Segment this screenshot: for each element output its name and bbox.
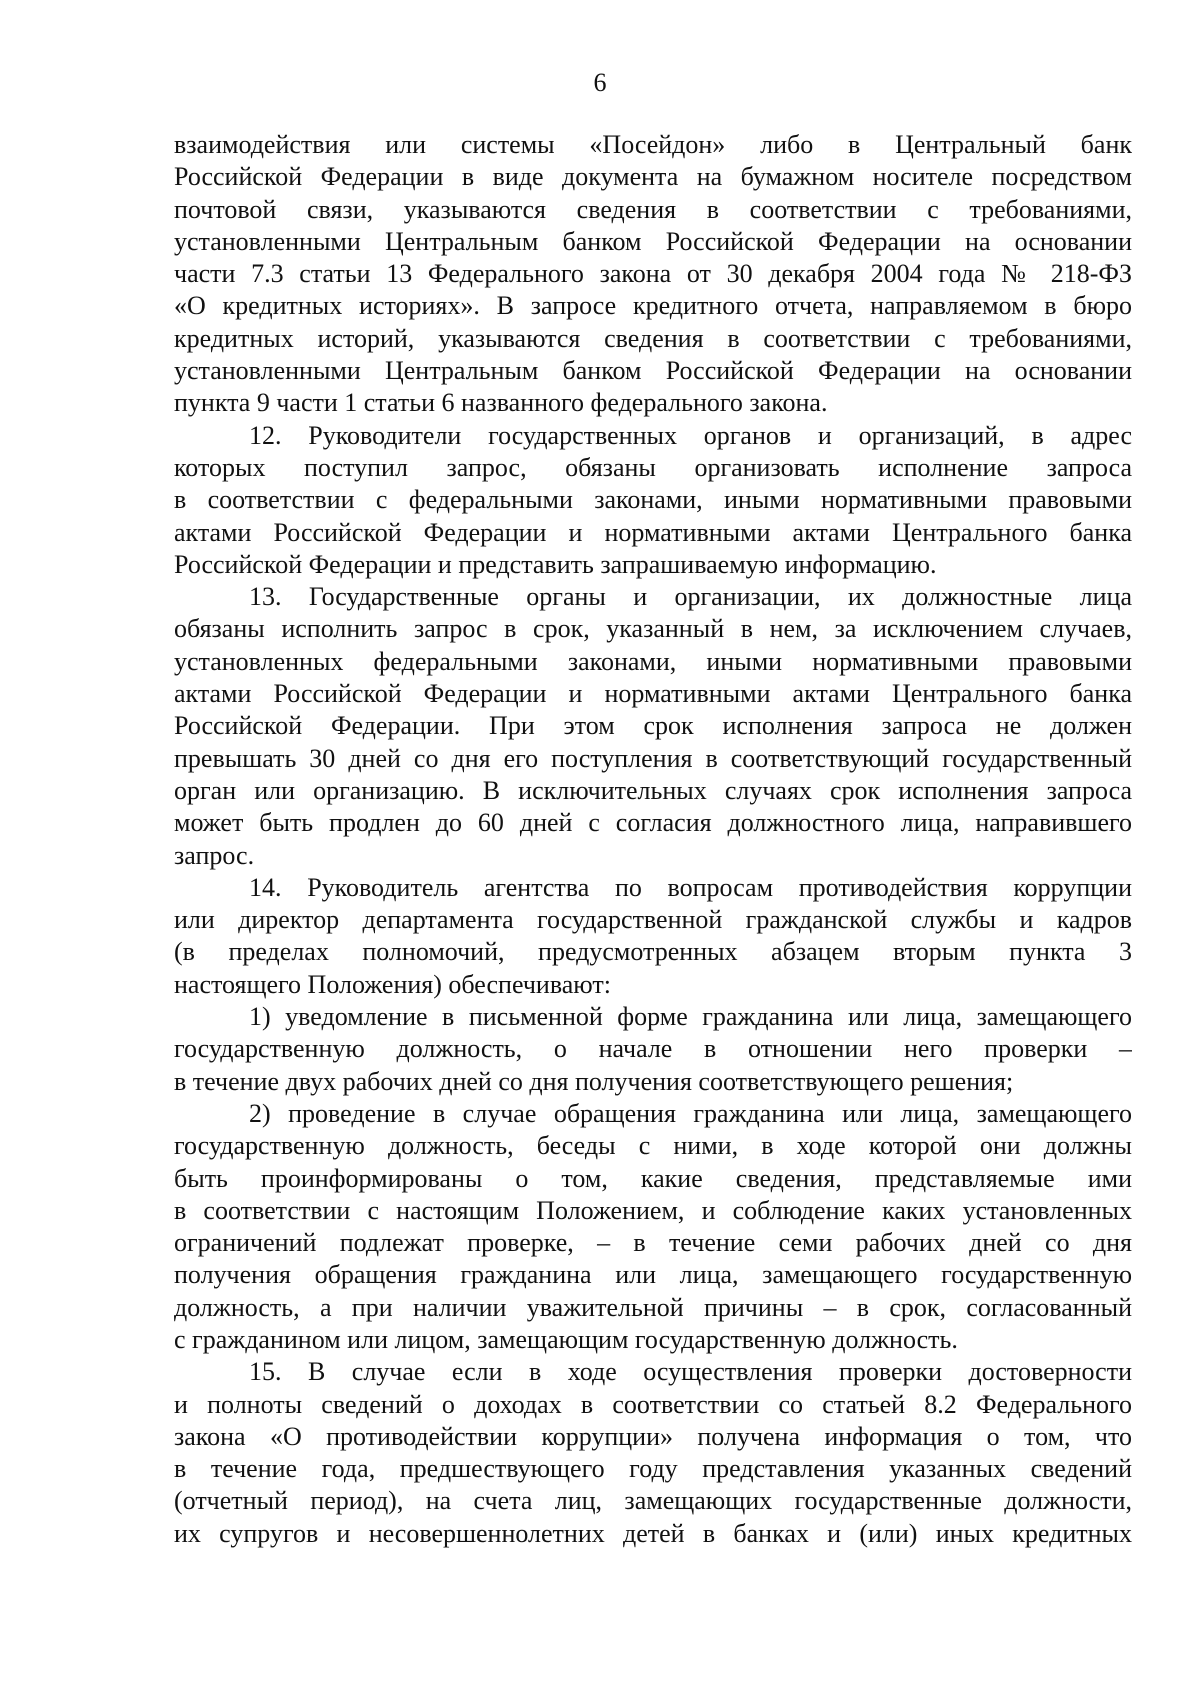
text-line: почтовой связи, указываются сведения в соответствии с требованиями, (174, 194, 1132, 224)
text-line: 1) уведомление в письменной форме гражданина или лица, замещающего (249, 1002, 1132, 1032)
text-line: в соответствии с настоящим Положением, и соблюдение каких установленных (174, 1195, 1132, 1225)
text-line: или директор департамента государственной гражданской службы и кадров (174, 905, 1132, 935)
text-line: 14. Руководитель агентства по вопросам противодействия коррупции (249, 872, 1132, 902)
paragraph (174, 1001, 1132, 1098)
text-line: установленными Центральным банком Российской Федерации на основании (174, 356, 1132, 386)
page-number: 6 (593, 68, 607, 97)
text-line: актами Российской Федерации и нормативными актами Центрального банка (174, 517, 1132, 547)
paragraph (174, 1356, 1132, 1550)
text-line: государственную должность, беседы с ними, в ходе которой они должны (174, 1131, 1132, 1161)
text-line: установленными Центральным банком Российской Федерации на основании (174, 226, 1132, 256)
text-line: закона «О противодействии коррупции» получена информация о том, что (174, 1421, 1132, 1451)
text-line: должность, а при наличии уважительной причины – в срок, согласованный (174, 1292, 1132, 1322)
text-line: «О кредитных историях». В запросе кредитного отчета, направляемом в бюро (174, 291, 1132, 321)
text-line: (в пределах полномочий, предусмотренных абзацем вторым пункта 3 (174, 937, 1132, 967)
text-line: ограничений подлежат проверке, – в течение семи рабочих дней со дня (174, 1228, 1132, 1258)
text-line: настоящего Положения) обеспечивают: (174, 969, 611, 999)
text-line: актами Российской Федерации и нормативными актами Центрального банка (174, 679, 1132, 709)
text-line: кредитных историй, указываются сведения в соответствии с требованиями, (174, 323, 1132, 353)
text-line: (отчетный период), на счета лиц, замещающих государственные должности, (174, 1486, 1132, 1516)
text-line: Российской Федерации и представить запрашиваемую информацию. (174, 549, 937, 579)
text-line: 12. Руководители государственных органов и организаций, в адрес (249, 420, 1132, 450)
text-line: в соответствии с федеральными законами, иными нормативными правовыми (174, 485, 1132, 515)
text-line: получения обращения гражданина или лица, замещающего государственную (174, 1260, 1132, 1290)
text-line: 2) проведение в случае обращения гражданина или лица, замещающего (249, 1098, 1132, 1128)
text-line: 15. В случае если в ходе осуществления проверки достоверности (249, 1357, 1132, 1387)
text-line: взаимодействия или системы «Посейдон» либо в Центральный банк (174, 130, 1132, 159)
text-line: превышать 30 дней со дня его поступления в соответствующий государственный (174, 743, 1132, 773)
text-line: и полноты сведений о доходах в соответствии со статьей 8.2 Федерального (174, 1389, 1132, 1419)
text-line: обязаны исполнить запрос в срок, указанный в нем, за исключением случаев, (174, 614, 1132, 644)
paragraph (174, 581, 1132, 872)
text-line: с гражданином или лицом, замещающим государственную должность. (174, 1324, 958, 1354)
text-line: установленных федеральными законами, иными нормативными правовыми (174, 646, 1132, 676)
text-line: в течение двух рабочих дней со дня получения соответствующего решения; (174, 1066, 1014, 1096)
text-line: может быть продлен до 60 дней с согласия должностного лица, направившего (174, 808, 1132, 838)
text-line: орган или организацию. В исключительных случаях срок исполнения запроса (174, 775, 1132, 805)
paragraph (174, 872, 1132, 1001)
text-line: Российской Федерации. При этом срок исполнения запроса не должен (174, 711, 1132, 741)
text-line: пункта 9 части 1 статьи 6 названного федерального закона. (174, 388, 828, 418)
paragraph (174, 420, 1132, 581)
paragraph (174, 1098, 1132, 1356)
text-line: Российской Федерации в виде документа на бумажном носителе посредством (174, 162, 1132, 192)
text-line: 13. Государственные органы и организации, их должностные лица (249, 582, 1132, 612)
text-line: государственную должность, о начале в отношении него проверки – (174, 1034, 1132, 1064)
text-line: их супругов и несовершеннолетних детей в банках и (или) иных кредитных (174, 1518, 1132, 1548)
text-line: быть проинформированы о том, какие сведения, представляемые ими (174, 1163, 1132, 1193)
text-line: части 7.3 статьи 13 Федерального закона от 30 декабря 2004 года № 218-ФЗ (174, 259, 1132, 289)
document-body (174, 129, 1132, 1550)
text-line: в течение года, предшествующего году представления указанных сведений (174, 1454, 1132, 1484)
text-line: которых поступил запрос, обязаны организовать исполнение запроса (174, 452, 1132, 482)
paragraph (174, 129, 1132, 420)
text-line: запрос. (174, 840, 255, 870)
